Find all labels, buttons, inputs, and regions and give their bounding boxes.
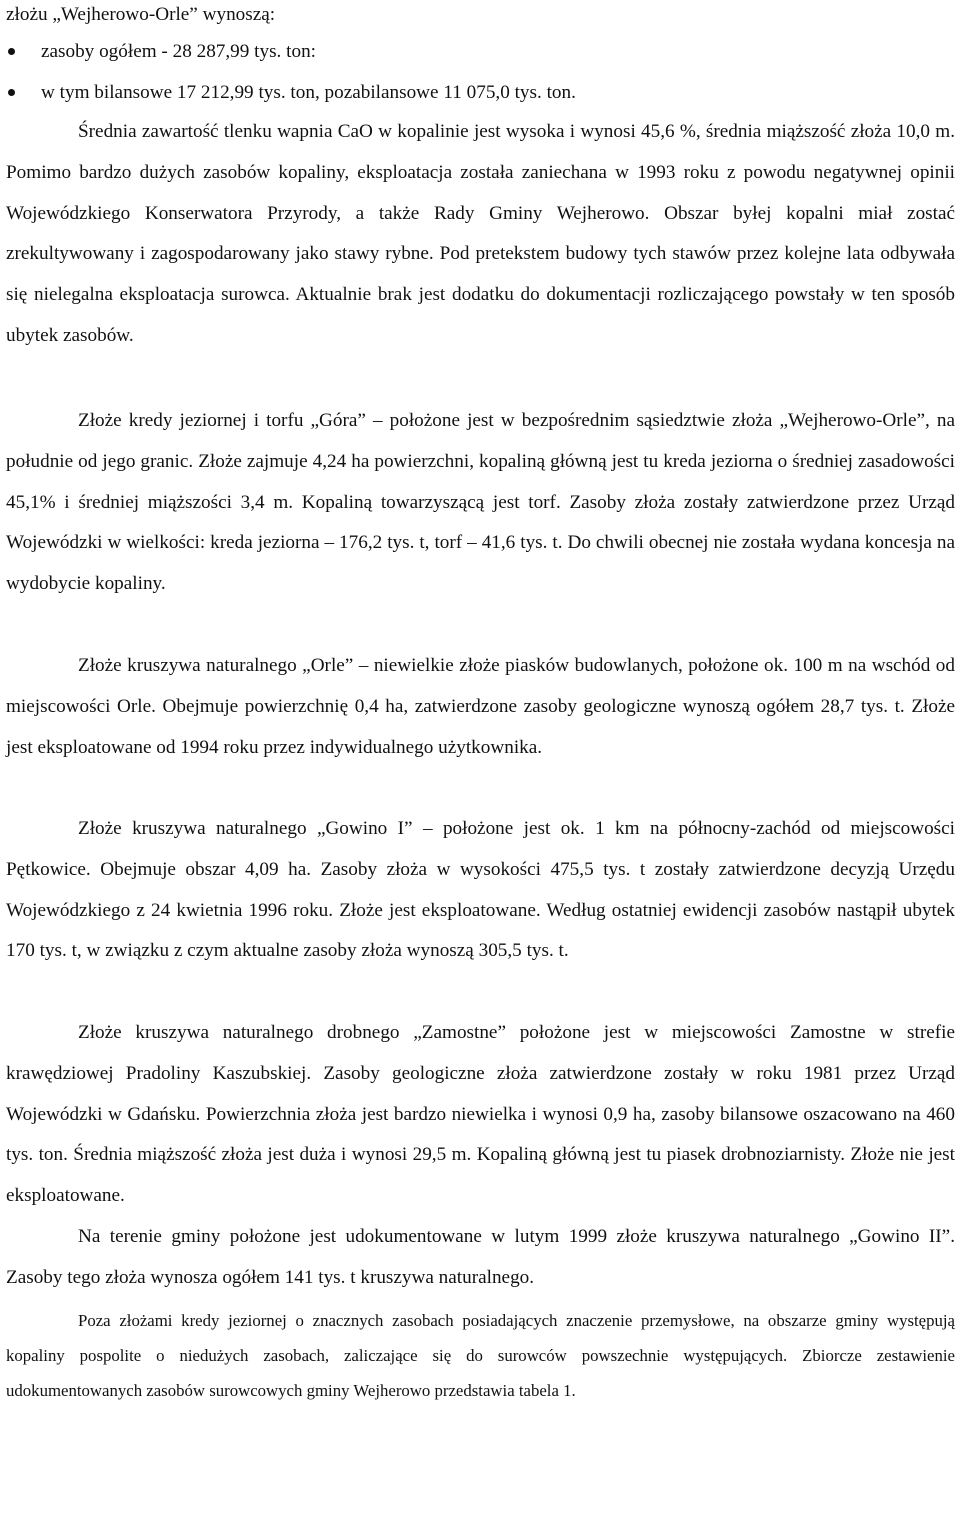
paragraph-gowino-ii: Na terenie gminy położone jest udokumentowane w lutym 1999 złoże kruszywa naturalnego „Gowino II”. Zasoby tego złoża wynosza ogółem 141 tys. t kruszywa naturalnego. (6, 1226, 955, 1288)
paragraph-gowino-i: Złoże kruszywa naturalnego „Gowino I” – położone jest ok. 1 km na północny-zachód od miejscowości Pętkowice. Obejmuje obszar 4,09 ha. Zasoby złoża w wysokości 475,5 tys. t zostały zatwierdzone decyzją Urzędu Wojewódzkiego z 24 kwietnia 1996 roku. Złoże jest eksploatowane. Według ostatniej ewidencji zasobów nastąpił ubytek 170 tys. t, w związku z czym aktualne zasoby złoża wynoszą 305,5 tys. t. (6, 818, 955, 962)
reserves-balance-text: w tym bilansowe 17 212,99 tys. ton, pozabilansowe 11 075,0 tys. ton. (41, 82, 576, 103)
paragraph-summary: Poza złożami kredy jeziornej o znacznych zasobach posiadających znaczenie przemysłowe, na obszarze gminy występują kopaliny pospolite o niedużych zasobach, zaliczające się do surowców powszechnie występujących. Zbiorcze zestawienie udokumentowanych zasobów surowcowych gminy Wejherowo przedstawia tabela 1. (6, 1311, 955, 1400)
reserves-total-text: zasoby ogółem - 28 287,99 tys. ton: (41, 41, 316, 62)
reserves-list-item (6, 40, 955, 81)
bullet-icon (8, 48, 15, 55)
paragraph-orle: Złoże kruszywa naturalnego „Orle” – niewielkie złoże piasków budowlanych, położone ok. 100 m na wschód od miejscowości Orle. Obejmuje powierzchnię 0,4 ha, zatwierdzone zasoby geologiczne wynoszą ogółem 28,7 tys. t. Złoże jest eksploatowane od 1994 roku przez indywidualnego użytkownika. (6, 655, 955, 758)
intro-line: złożu „Wejherowo-Orle” wynoszą: (6, 4, 276, 25)
paragraph-zamostne: Złoże kruszywa naturalnego drobnego „Zamostne” położone jest w miejscowości Zamostne w strefie krawędziowej Pradoliny Kaszubskiej. Zasoby geologiczne złoża zatwierdzone zostały w roku 1981 przez Urząd Wojewódzki w Gdańsku. Powierzchnia złoża jest bardzo niewielka i wynosi 0,9 ha, zasoby bilansowe oszacowano na 460 tys. ton. Średnia miąższość złoża jest duża i wynosi 29,5 m. Kopaliną główną jest tu piasek drobnoziarnisty. Złoże nie jest eksploatowane. (6, 1022, 955, 1207)
paragraph-gora: Złoże kredy jeziornej i torfu „Góra” – położone jest w bezpośrednim sąsiedztwie złoża „Wejherowo-Orle”, na południe od jego granic. Złoże zajmuje 4,24 ha powierzchni, kopaliną główną jest tu kreda jeziorna o średniej zasadowości 45,1% i średniej miąższości 3,4 m. Kopaliną towarzyszącą jest torf. Zasoby złoża zostały zatwierdzone przez Urząd Wojewódzki w wielkości: kreda jeziorna – 176,2 tys. t, torf – 41,6 tys. t. Do chwili obecnej nie została wydana koncesja na wydobycie kopaliny. (6, 410, 955, 595)
reserves-list (6, 40, 955, 122)
paragraph-wejherowo-orle: Średnia zawartość tlenku wapnia CaO w kopalinie jest wysoka i wynosi 45,6 %, średnia miąższość złoża 10,0 m. Pomimo bardzo dużych zasobów kopaliny, eksploatacja została zaniechana w 1993 roku z powodu negatywnej opinii Wojewódzkiego Konserwatora Przyrody, a także Rady Gminy Wejherowo. Obszar byłej kopalni miał zostać zrekultywowany i zagospodarowany jako stawy rybne. Pod pretekstem budowy tych stawów przez kolejne lata odbywała się nielegalna eksploatacja surowca. Aktualnie brak jest dodatku do dokumentacji rozliczającego powstały w ten sposób ubytek zasobów. (6, 121, 955, 346)
bullet-icon (8, 89, 15, 96)
